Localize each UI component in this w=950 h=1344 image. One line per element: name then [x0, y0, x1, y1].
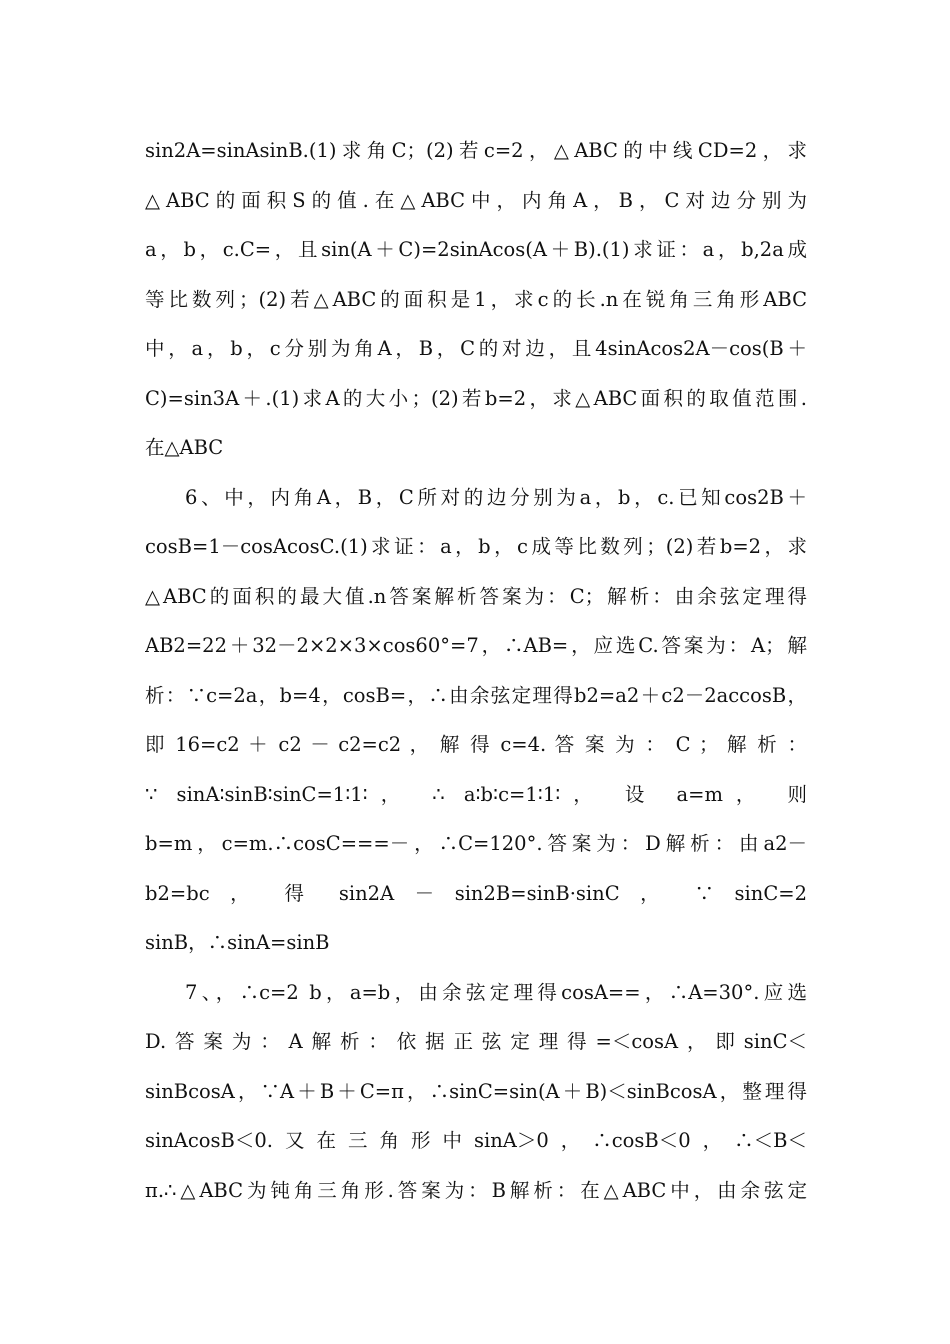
text-line: b=m，c=m.∴cosC===－，∴C=120°.答案为：D解析：由a2－: [145, 832, 807, 855]
text-line: 等比数列；(2)若△ABC的面积是1，求c的长.n在锐角三角形ABC: [145, 287, 807, 311]
paragraph-6: [145, 473, 807, 968]
text-line: sinAcosB＜0.又在三角形中sinA＞0，∴cosB＜0，∴＜B＜: [145, 1129, 807, 1152]
text-line: π.∴△ABC为钝角三角形.答案为：B解析：在△ABC中，由余弦定: [145, 1178, 807, 1202]
paragraph-1: [145, 126, 807, 473]
text-line: 7、，∴c=2 b，a=b，由余弦定理得cosA==，∴A=30°.应选: [185, 980, 807, 1004]
text-line: △ABC的面积的最大值.n答案解析答案为：C；解析：由余弦定理得: [145, 584, 807, 608]
text-line: 中，a，b，c分别为角A，B，C的对边，且4sinAcos2A－cos(B＋: [145, 337, 807, 360]
text-line: cosB=1－cosAcosC.(1)求证：a，b，c成等比数列；(2)若b=2，求: [145, 535, 807, 558]
text-line: 在△ABC: [145, 436, 224, 459]
text-line: 析：∵c=2a，b=4，cosB=，∴由余弦定理得b2=a2＋c2－2accosB，: [145, 683, 807, 707]
text-line: sinB，∴sinA=sinB: [145, 931, 330, 954]
text-line: ∵ sinA∶sinB∶sinC=1∶1∶， ∴ a∶b∶c=1∶1∶， 设 a=m， 则: [145, 782, 807, 806]
text-line: b2=bc ， 得 sin2A － sin2B=sinB·sinC ， ∵ sinC=2: [145, 881, 807, 905]
text-line: △ABC的面积S的值.在△ABC中，内角A，B，C对边分别为: [145, 188, 807, 212]
text-line: 6、中，内角A，B，C所对的边分别为a，b，c.已知cos2B＋: [185, 485, 807, 509]
text-line: sinBcosA，∵A＋B＋C=π，∴sinC=sin(A＋B)＜sinBcosA，整理得: [145, 1079, 807, 1103]
text-line: AB2=22＋32－2×2×3×cos60°=7，∴AB=，应选C.答案为：A；解: [145, 634, 807, 657]
text-line: C)=sin3A＋.(1)求A的大小；(2)若b=2，求△ABC面积的取值范围.: [145, 386, 807, 410]
text-line: a，b，c.C=，且sin(A＋C)=2sinAcos(A＋B).(1)求证：a，b,2a成: [145, 238, 807, 261]
text-line: 即 16=c2 ＋ c2 － c2=c2 ， 解 得 c=4. 答 案 为 ： C ； 解 析 ：: [145, 733, 807, 756]
paragraph-7: [145, 968, 807, 1216]
text-line: sin2A=sinAsinB.(1)求角C；(2)若c=2，△ABC的中线CD=2，求: [145, 139, 807, 162]
document-body: [145, 126, 807, 1215]
text-line: D.答案为：A解析：依据正弦定理得=＜cosA，即sinC＜: [145, 1030, 807, 1053]
